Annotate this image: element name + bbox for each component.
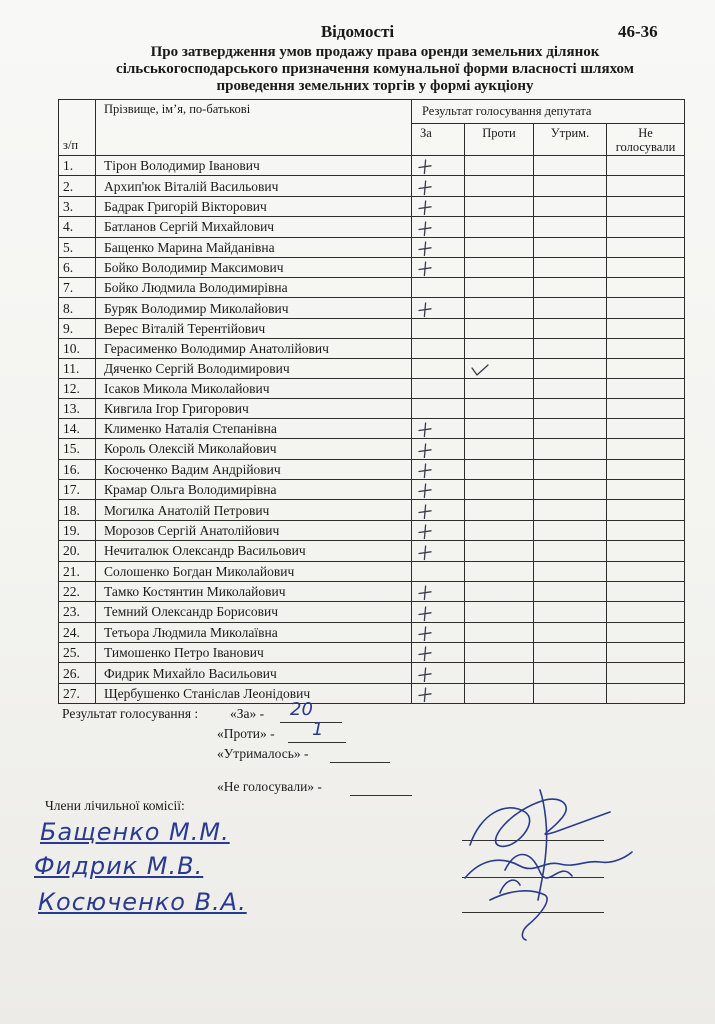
vote-cell-abstain (534, 258, 607, 278)
table-row (59, 217, 685, 237)
vote-cell-not-voted (607, 237, 685, 257)
vote-cell-against (465, 196, 534, 216)
vote-cell-for (412, 378, 465, 398)
table-row (59, 398, 685, 418)
vote-cell-not-voted (607, 298, 685, 318)
vote-cell-for (412, 480, 465, 500)
table-row (59, 622, 685, 642)
vote-cell-not-voted (607, 602, 685, 622)
plus-mark-icon (416, 179, 434, 196)
vote-cell-for (412, 642, 465, 662)
vote-cell-for (412, 439, 465, 459)
document-number: 46-36 (618, 22, 658, 41)
vote-cell-against (465, 581, 534, 601)
vote-cell-against (465, 338, 534, 358)
vote-cell-against (465, 602, 534, 622)
table-row (59, 338, 685, 358)
row-deputy-name: Крамар Ольга Володимирівна (96, 480, 412, 500)
plus-mark-icon (416, 442, 434, 459)
header-result-group: Результат голосування депутата (412, 100, 685, 124)
plus-mark-icon (416, 503, 434, 520)
table-row (59, 663, 685, 683)
header-name: Прізвище, ім’я, по-батькові (96, 100, 412, 156)
subtitle-line-3: проведення земельних торгів у формі аукціону (216, 78, 534, 94)
table-row (59, 683, 685, 703)
vote-cell-for (412, 683, 465, 703)
vote-cell-for (412, 622, 465, 642)
table-row (59, 378, 685, 398)
table-row (59, 156, 685, 176)
vote-cell-not-voted (607, 683, 685, 703)
row-index: 16. (59, 459, 96, 479)
row-index: 24. (59, 622, 96, 642)
result-against-label: «Проти» - (217, 726, 275, 741)
vote-cell-abstain (534, 541, 607, 561)
row-deputy-name: Солошенко Богдан Миколайович (96, 561, 412, 581)
vote-cell-abstain (534, 358, 607, 378)
row-index: 7. (59, 278, 96, 298)
row-index: 20. (59, 541, 96, 561)
row-deputy-name: Морозов Сергій Анатолійович (96, 520, 412, 540)
vote-cell-for (412, 196, 465, 216)
vote-cell-not-voted (607, 318, 685, 338)
row-index: 8. (59, 298, 96, 318)
table-row (59, 418, 685, 438)
plus-mark-icon (416, 625, 434, 642)
vote-cell-for (412, 541, 465, 561)
table-row (59, 439, 685, 459)
header-index: з/п (59, 100, 96, 156)
row-index: 19. (59, 520, 96, 540)
plus-mark-icon (416, 645, 434, 662)
row-deputy-name: Тимошенко Петро Іванович (96, 642, 412, 662)
vote-cell-for (412, 298, 465, 318)
plus-mark-icon (416, 686, 434, 703)
table-row (59, 520, 685, 540)
vote-cell-abstain (534, 459, 607, 479)
row-deputy-name: Дяченко Сергій Володимирович (96, 358, 412, 378)
vote-cell-against (465, 378, 534, 398)
header-abstain: Утрим. (534, 124, 607, 156)
plus-mark-icon (416, 158, 434, 175)
check-mark-icon (469, 362, 491, 378)
vote-cell-not-voted (607, 642, 685, 662)
plus-mark-icon (416, 523, 434, 540)
vote-cell-not-voted (607, 459, 685, 479)
row-index: 10. (59, 338, 96, 358)
vote-cell-for (412, 459, 465, 479)
vote-cell-against (465, 176, 534, 196)
vote-cell-abstain (534, 176, 607, 196)
row-deputy-name: Тетьора Людмила Миколаївна (96, 622, 412, 642)
table-row (59, 642, 685, 662)
result-for-line (280, 722, 342, 723)
vote-cell-abstain (534, 439, 607, 459)
vote-cell-not-voted (607, 418, 685, 438)
vote-cell-for (412, 318, 465, 338)
result-for-label: «За» - (230, 706, 265, 721)
vote-cell-abstain (534, 278, 607, 298)
vote-cell-against (465, 358, 534, 378)
vote-cell-against (465, 258, 534, 278)
vote-cell-abstain (534, 561, 607, 581)
row-index: 2. (59, 176, 96, 196)
vote-cell-for (412, 581, 465, 601)
vote-cell-against (465, 683, 534, 703)
plus-mark-icon (416, 482, 434, 499)
vote-cell-against (465, 520, 534, 540)
vote-cell-not-voted (607, 378, 685, 398)
result-abstain-label: «Утрималось» - (217, 746, 309, 761)
vote-cell-against (465, 500, 534, 520)
vote-cell-against (465, 541, 534, 561)
vote-cell-against (465, 217, 534, 237)
vote-cell-abstain (534, 520, 607, 540)
row-index: 22. (59, 581, 96, 601)
plus-mark-icon (416, 240, 434, 257)
signature-3 (490, 880, 547, 940)
vote-cell-not-voted (607, 176, 685, 196)
row-deputy-name: Тірон Володимир Іванович (96, 156, 412, 176)
table-row (59, 278, 685, 298)
vote-cell-for (412, 338, 465, 358)
table-row (59, 500, 685, 520)
vote-cell-not-voted (607, 541, 685, 561)
vote-cell-against (465, 642, 534, 662)
commission-member-3: Косюченко В.А. (38, 888, 247, 916)
vote-cell-not-voted (607, 398, 685, 418)
row-deputy-name: Ісаков Микола Миколайович (96, 378, 412, 398)
vote-cell-abstain (534, 642, 607, 662)
vote-cell-abstain (534, 418, 607, 438)
vote-cell-not-voted (607, 439, 685, 459)
row-deputy-name: Нечиталюк Олександр Васильович (96, 541, 412, 561)
vote-cell-against (465, 156, 534, 176)
vote-cell-abstain (534, 398, 607, 418)
table-row (59, 459, 685, 479)
plus-mark-icon (416, 584, 434, 601)
row-deputy-name: Буряк Володимир Миколайович (96, 298, 412, 318)
vote-cell-for (412, 418, 465, 438)
row-deputy-name: Кивгила Ігор Григорович (96, 398, 412, 418)
vote-cell-against (465, 318, 534, 338)
table-row (59, 561, 685, 581)
header-not-voted-line2: голосували (615, 140, 676, 154)
vote-cell-against (465, 480, 534, 500)
row-deputy-name: Батланов Сергій Михайлович (96, 217, 412, 237)
vote-cell-for (412, 561, 465, 581)
result-against-value: 1 (312, 719, 324, 740)
row-index: 13. (59, 398, 96, 418)
vote-cell-not-voted (607, 217, 685, 237)
row-deputy-name: Тамко Костянтин Миколайович (96, 581, 412, 601)
vote-cell-for (412, 278, 465, 298)
plus-mark-icon (416, 462, 434, 479)
vote-cell-abstain (534, 622, 607, 642)
row-index: 25. (59, 642, 96, 662)
row-index: 11. (59, 358, 96, 378)
vote-cell-not-voted (607, 663, 685, 683)
row-index: 3. (59, 196, 96, 216)
row-index: 17. (59, 480, 96, 500)
row-index: 14. (59, 418, 96, 438)
vote-cell-abstain (534, 378, 607, 398)
plus-mark-icon (416, 199, 434, 216)
vote-cell-abstain (534, 156, 607, 176)
vote-cell-for (412, 663, 465, 683)
table-row (59, 602, 685, 622)
table-row (59, 237, 685, 257)
vote-cell-not-voted (607, 581, 685, 601)
table-row (59, 298, 685, 318)
subtitle-line-2: сільськогосподарського призначення комунальної форми власності шляхом (116, 61, 634, 77)
vote-cell-not-voted (607, 520, 685, 540)
row-deputy-name: Косюченко Вадим Андрійович (96, 459, 412, 479)
header-not-voted-line1: Не (638, 126, 653, 140)
row-index: 4. (59, 217, 96, 237)
vote-cell-abstain (534, 196, 607, 216)
vote-cell-not-voted (607, 258, 685, 278)
plus-mark-icon (416, 544, 434, 561)
row-index: 9. (59, 318, 96, 338)
signature-line-1 (462, 840, 604, 841)
row-deputy-name: Бащенко Марина Майданівна (96, 237, 412, 257)
row-deputy-name: Бойко Володимир Максимович (96, 258, 412, 278)
vote-cell-abstain (534, 581, 607, 601)
plus-mark-icon (416, 260, 434, 277)
vote-cell-not-voted (607, 358, 685, 378)
row-deputy-name: Темний Олександр Борисович (96, 602, 412, 622)
table-row (59, 541, 685, 561)
vote-cell-not-voted (607, 278, 685, 298)
result-against-line (288, 742, 346, 743)
commission-member-1: Бащенко М.М. (40, 818, 230, 846)
row-index: 5. (59, 237, 96, 257)
document-title: Відомості (320, 22, 395, 41)
row-deputy-name: Могилка Анатолій Петрович (96, 500, 412, 520)
vote-cell-not-voted (607, 480, 685, 500)
vote-cell-against (465, 459, 534, 479)
result-not-voted-line (350, 795, 412, 796)
table-row (59, 176, 685, 196)
row-index: 21. (59, 561, 96, 581)
vote-cell-for (412, 398, 465, 418)
vote-cell-not-voted (607, 500, 685, 520)
row-deputy-name: Король Олексій Миколайович (96, 439, 412, 459)
table-row (59, 480, 685, 500)
commission-member-2: Фидрик М.В. (34, 852, 204, 880)
vote-cell-abstain (534, 217, 607, 237)
vote-cell-not-voted (607, 196, 685, 216)
vote-cell-for (412, 237, 465, 257)
table-row (59, 196, 685, 216)
row-index: 12. (59, 378, 96, 398)
vote-cell-against (465, 398, 534, 418)
subtitle-line-1: Про затвердження умов продажу права оренди земельних ділянок (150, 44, 600, 60)
vote-cell-abstain (534, 500, 607, 520)
vote-cell-against (465, 622, 534, 642)
vote-cell-for (412, 156, 465, 176)
signature-line-2 (462, 877, 604, 878)
table-row (59, 318, 685, 338)
row-deputy-name: Бойко Людмила Володимирівна (96, 278, 412, 298)
row-deputy-name: Архип'юк Віталій Васильович (96, 176, 412, 196)
row-deputy-name: Герасименко Володимир Анатолійович (96, 338, 412, 358)
vote-cell-for (412, 500, 465, 520)
vote-cell-not-voted (607, 338, 685, 358)
vote-cell-for (412, 258, 465, 278)
result-for-value: 20 (290, 699, 313, 720)
header-not-voted (607, 124, 685, 156)
row-deputy-name: Бадрак Григорій Вікторович (96, 196, 412, 216)
header-for: За (412, 124, 465, 156)
vote-cell-abstain (534, 237, 607, 257)
vote-cell-against (465, 663, 534, 683)
row-index: 15. (59, 439, 96, 459)
row-index: 26. (59, 663, 96, 683)
row-index: 6. (59, 258, 96, 278)
document-subtitle (55, 44, 695, 95)
vote-cell-for (412, 176, 465, 196)
vote-cell-against (465, 278, 534, 298)
plus-mark-icon (416, 301, 434, 318)
vote-cell-for (412, 217, 465, 237)
row-index: 27. (59, 683, 96, 703)
vote-cell-abstain (534, 318, 607, 338)
vote-cell-for (412, 602, 465, 622)
vote-cell-abstain (534, 338, 607, 358)
table-row (59, 358, 685, 378)
table-row (59, 581, 685, 601)
table-row (59, 258, 685, 278)
header-against: Проти (465, 124, 534, 156)
vote-cell-against (465, 439, 534, 459)
vote-cell-against (465, 561, 534, 581)
signature-line-3 (462, 912, 604, 913)
plus-mark-icon (416, 666, 434, 683)
row-index: 1. (59, 156, 96, 176)
vote-cell-for (412, 520, 465, 540)
vote-cell-against (465, 298, 534, 318)
row-deputy-name: Клименко Наталія Степанівна (96, 418, 412, 438)
vote-cell-not-voted (607, 156, 685, 176)
row-index: 23. (59, 602, 96, 622)
vote-cell-abstain (534, 602, 607, 622)
vote-cell-for (412, 358, 465, 378)
vote-cell-abstain (534, 683, 607, 703)
row-deputy-name: Фидрик Михайло Васильович (96, 663, 412, 683)
row-deputy-name: Щербушенко Станіслав Леонідович (96, 683, 412, 703)
vote-cell-not-voted (607, 622, 685, 642)
signature-2 (465, 852, 632, 878)
commission-label: Члени лічильної комісії: (45, 798, 185, 813)
plus-mark-icon (416, 220, 434, 237)
plus-mark-icon (416, 421, 434, 438)
vote-cell-abstain (534, 298, 607, 318)
vote-cell-not-voted (607, 561, 685, 581)
row-deputy-name: Верес Віталій Терентійович (96, 318, 412, 338)
voting-table (58, 99, 685, 704)
row-index: 18. (59, 500, 96, 520)
result-not-voted-label: «Не голосували» - (217, 779, 322, 794)
result-abstain-line (330, 762, 390, 763)
vote-cell-against (465, 418, 534, 438)
vote-cell-abstain (534, 663, 607, 683)
vote-cell-abstain (534, 480, 607, 500)
vote-cell-against (465, 237, 534, 257)
plus-mark-icon (416, 605, 434, 622)
result-label: Результат голосування : (62, 706, 199, 721)
voting-table-body (59, 156, 685, 704)
